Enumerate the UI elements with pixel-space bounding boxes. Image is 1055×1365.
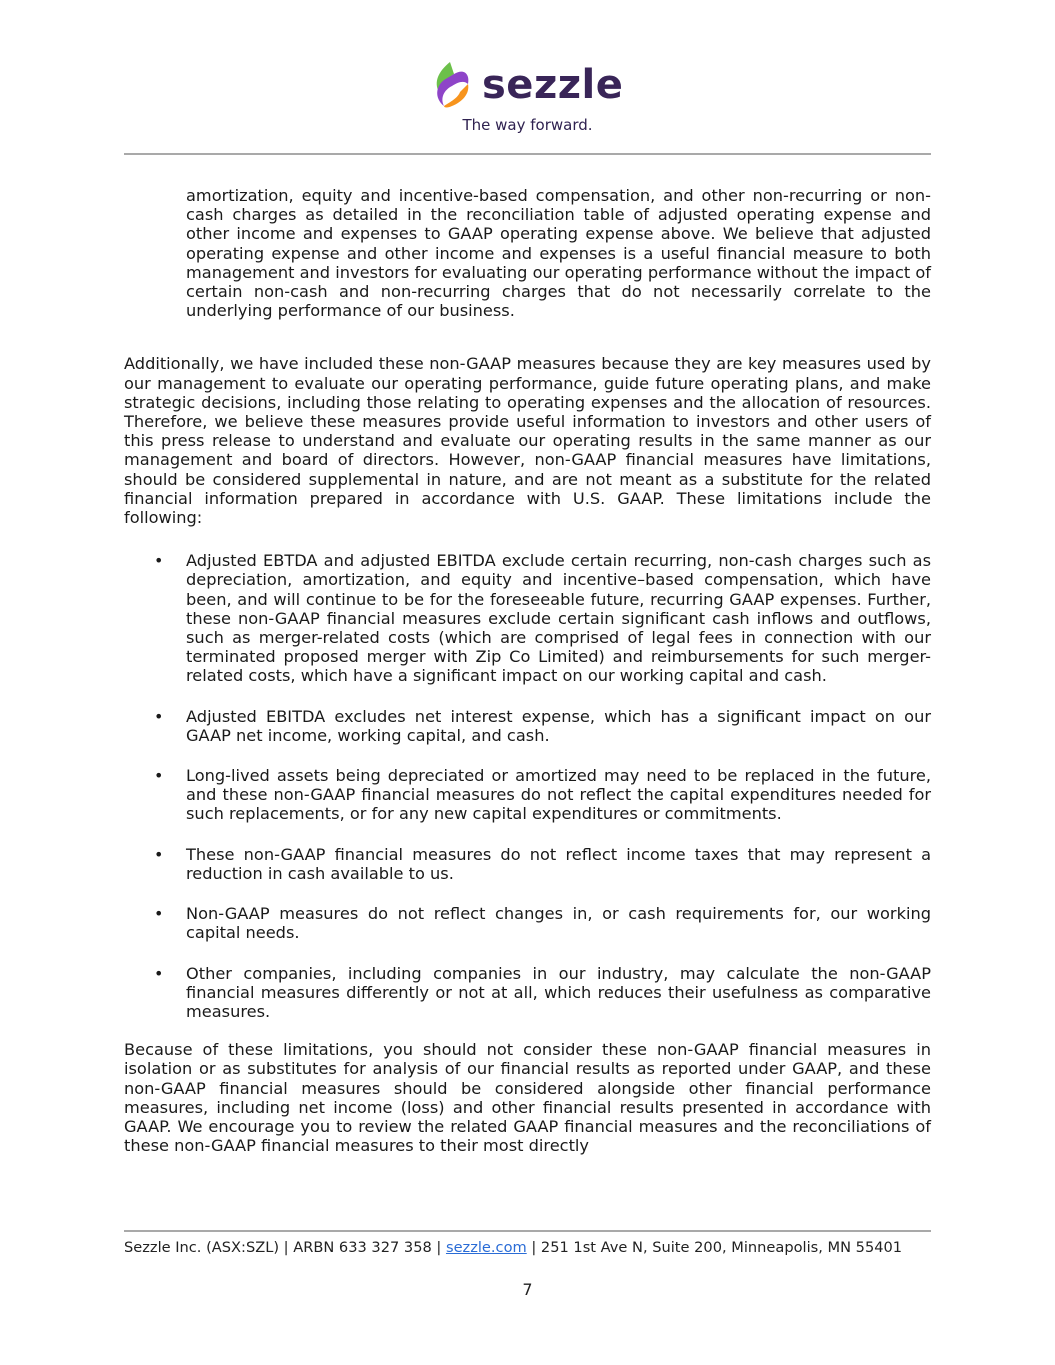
page-footer — [124, 1239, 931, 1256]
continuation-paragraph: amortization, equity and incentive-based compensation, and other non-recurring or non-cash charges as detailed in the reconciliation table of adjusted operating expense and other income and expenses to GAAP operating expense above. We believe that adjusted operating expense and other income and expenses is a useful financial measure to both management and investors for evaluating our operating performance without the impact of certain non-cash and non-recurring charges that do not necessarily correlate to the underlying performance of our business. — [186, 186, 931, 321]
bullet-icon: • — [154, 766, 164, 786]
list-item — [124, 845, 931, 883]
list-item-text: Adjusted EBTDA and adjusted EBITDA exclude certain recurring, non-cash charges such as depreciation, amortization, and equity and incentive–based compensation, which have been, and will continue to be for the foreseeable future, recurring GAAP expenses. Further, these non-GAAP financial measures exclude certain significant cash inflows and outflows, such as merger-related costs (which are comprised of legal fees in connection with our terminated proposed merger with Zip Co Limited) and reimbursements for such merger-related costs, which have a significant impact on our working capital and cash. — [186, 551, 931, 686]
document-body — [124, 186, 931, 1155]
tagline: The way forward. — [462, 116, 593, 134]
paragraph-because: Because of these limitations, you should not consider these non-GAAP financial measures in isolation or as substitutes for analysis of our financial results as reported under GAAP, and these non-GAAP financial measures should be considered alongside other financial performance measures, including net income (loss) and other financial results presented in accordance with GAAP. We encourage you to review the related GAAP financial measures and the reconciliations of these non-GAAP financial measures to their most directly — [124, 1040, 931, 1156]
list-item-text: These non-GAAP financial measures do not reflect income taxes that may represent a reduction in cash available to us. — [186, 844, 931, 883]
footer-company-info: Sezzle Inc. (ASX:SZL) | ARBN 633 327 358 | — [124, 1239, 446, 1256]
list-item-text: Adjusted EBITDA excludes net interest expense, which has a significant impact on our GAAP net income, working capital, and cash. — [186, 706, 931, 745]
bullet-icon: • — [154, 963, 164, 983]
bullet-icon: • — [154, 551, 164, 571]
page-number: 7 — [522, 1280, 533, 1299]
page-header — [0, 0, 1055, 160]
list-item — [124, 551, 931, 685]
list-item — [124, 904, 931, 942]
bullet-icon: • — [154, 706, 164, 726]
list-item-text: Other companies, including companies in our industry, may calculate the non-GAAP financial measures differently or not at all, which reduces their usefulness as comparative measures. — [186, 963, 931, 1021]
list-item-text: Non-GAAP measures do not reflect changes in, or cash requirements for, our working capital needs. — [186, 904, 931, 943]
header-divider — [124, 153, 931, 155]
list-item — [124, 766, 931, 824]
website-link[interactable]: sezzle.com — [445, 1239, 527, 1256]
limitations-list — [124, 551, 931, 1021]
footer-address: | 251 1st Ave N, Suite 200, Minneapolis, MN 55401 — [526, 1239, 903, 1256]
list-item — [124, 964, 931, 1022]
footer-divider — [124, 1230, 931, 1232]
brand-wordmark: sezzle — [482, 62, 624, 108]
sezzle-logo — [430, 58, 630, 114]
bullet-icon: • — [154, 844, 164, 864]
list-item — [124, 707, 931, 745]
sezzle-logo-mark-icon — [430, 60, 478, 110]
bullet-icon: • — [154, 904, 164, 924]
paragraph-additionally: Additionally, we have included these non-GAAP measures because they are key measures used by our management to evaluate our operating performance, guide future operating plans, and make strategic decisions, including those relating to operating expenses and the allocation of resources. Therefore, we believe these measures provide useful information to investors and other users of this press release to understand and evaluate our operating results in the same manner as our management and board of directors. However, non-GAAP financial measures have limitations, should be considered supplemental in nature, and are not meant as a substitute for the related financial information prepared in accordance with U.S. GAAP. These limitations include the following: — [124, 354, 931, 528]
list-item-text: Long-lived assets being depreciated or amortized may need to be replaced in the future, and these non-GAAP financial measures do not reflect the capital expenditures needed for such replacements, or for any new capital expenditures or commitments. — [186, 766, 931, 824]
